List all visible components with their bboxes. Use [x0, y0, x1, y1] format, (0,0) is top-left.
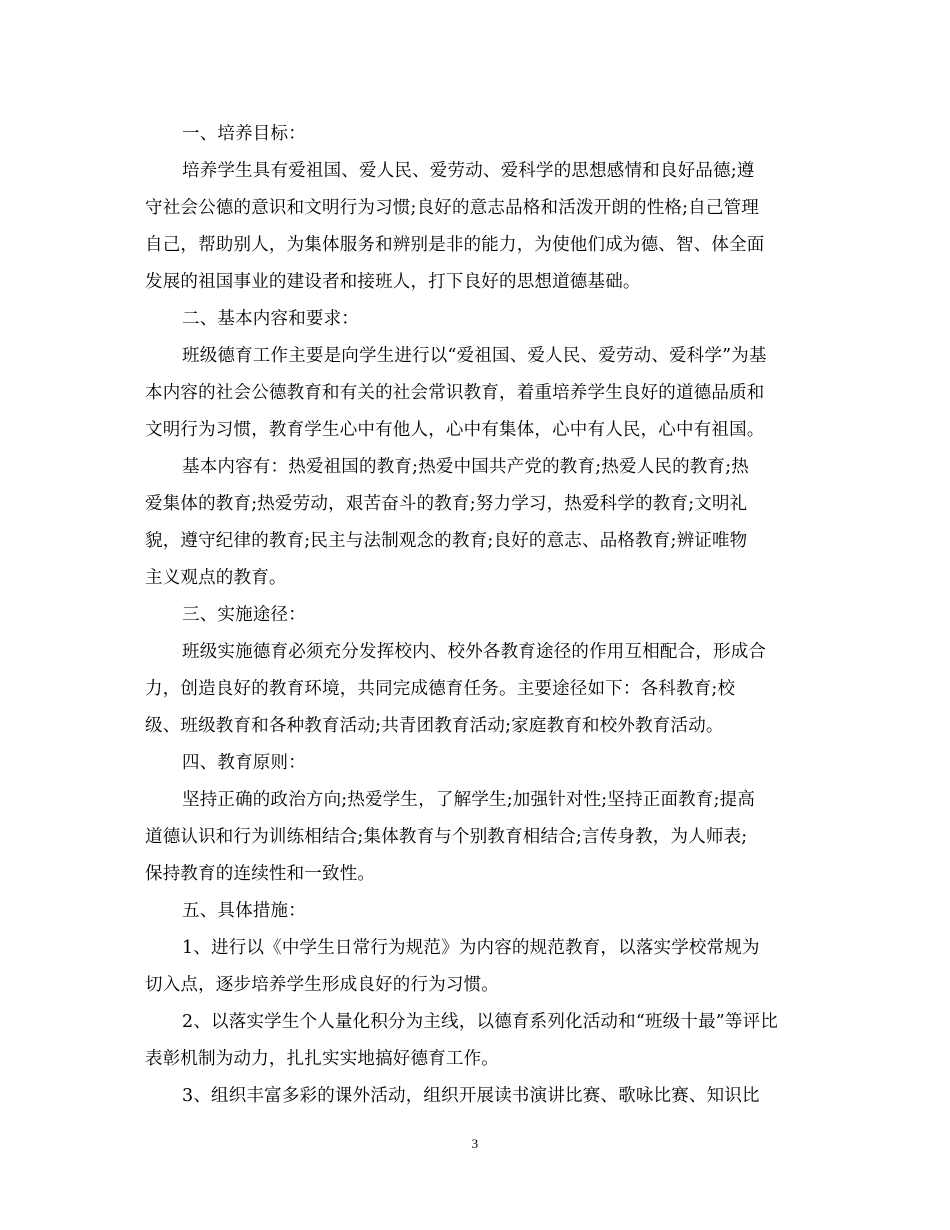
section-heading: 四、教育原则： [182, 753, 306, 773]
section-heading: 三、实施途径： [182, 605, 306, 625]
paragraph-line: 守社会公德的意识和文明行为习惯;良好的意志品格和活泼开朗的性格;自己管理 [145, 198, 759, 218]
paragraph-line: 貌，遵守纪律的教育;民主与法制观念的教育;良好的意志、品格教育;辨证唯物 [145, 531, 748, 551]
paragraph-line: 发展的祖国事业的建设者和接班人，打下良好的思想道德基础。 [145, 272, 641, 292]
list-item: 2、以落实学生个人量化积分为主线，以德育系列化活动和“班级十最”等评比 [182, 1012, 779, 1032]
paragraph-line: 班级实施德育必须充分发挥校内、校外各教育途径的作用互相配合，形成合 [182, 642, 767, 662]
list-item: 1、进行以《中学生日常行为规范》为内容的规范教育，以落实学校常规为 [182, 938, 760, 958]
paragraph-line: 爱集体的教育;热爱劳动，艰苦奋斗的教育;努力学习，热爱科学的教育;文明礼 [145, 494, 748, 514]
paragraph-line: 级、班级教育和各种教育活动;共青团教育活动;家庭教育和校外教育活动。 [145, 716, 724, 736]
paragraph-line: 培养学生具有爱祖国、爱人民、爱劳动、爱科学的思想感情和良好品德;遵 [182, 161, 755, 181]
paragraph-line: 班级德育工作主要是向学生进行以“爱祖国、爱人民、爱劳动、爱科学”为基 [182, 346, 767, 366]
paragraph-line: 切入点，逐步培养学生形成良好的行为习惯。 [145, 975, 499, 995]
section-heading: 一、培养目标： [182, 124, 306, 144]
paragraph-line: 力，创造良好的教育环境，共同完成德育任务。主要途径如下：各科教育;校 [145, 679, 736, 699]
paragraph-line: 主义观点的教育。 [145, 568, 287, 588]
paragraph-line: 保持教育的连续性和一致性。 [145, 864, 376, 884]
list-item: 3、组织丰富多彩的课外活动，组织开展读书演讲比赛、歌咏比赛、知识比 [182, 1086, 760, 1106]
paragraph-line: 文明行为习惯，教育学生心中有他人，心中有集体，心中有人民，心中有祖国。 [145, 420, 765, 440]
section-heading: 二、基本内容和要求： [182, 309, 359, 329]
paragraph-line: 基本内容有：热爱祖国的教育;热爱中国共产党的教育;热爱人民的教育;热 [182, 457, 749, 477]
paragraph-line: 表彰机制为动力，扎扎实实地搞好德育工作。 [145, 1049, 499, 1069]
page-number: 3 [471, 1136, 479, 1151]
paragraph-line: 道德认识和行为训练相结合;集体教育与个别教育相结合;言传身教，为人师表; [145, 827, 748, 847]
paragraph-line: 本内容的社会公德教育和有关的社会常识教育，着重培养学生良好的道德品质和 [145, 383, 765, 403]
paragraph-line: 坚持正确的政治方向;热爱学生，了解学生;加强针对性;坚持正面教育;提高 [182, 790, 756, 810]
section-heading: 五、具体措施： [182, 901, 306, 921]
paragraph-line: 自己，帮助别人，为集体服务和辨别是非的能力，为使他们成为德、智、体全面 [145, 235, 765, 255]
